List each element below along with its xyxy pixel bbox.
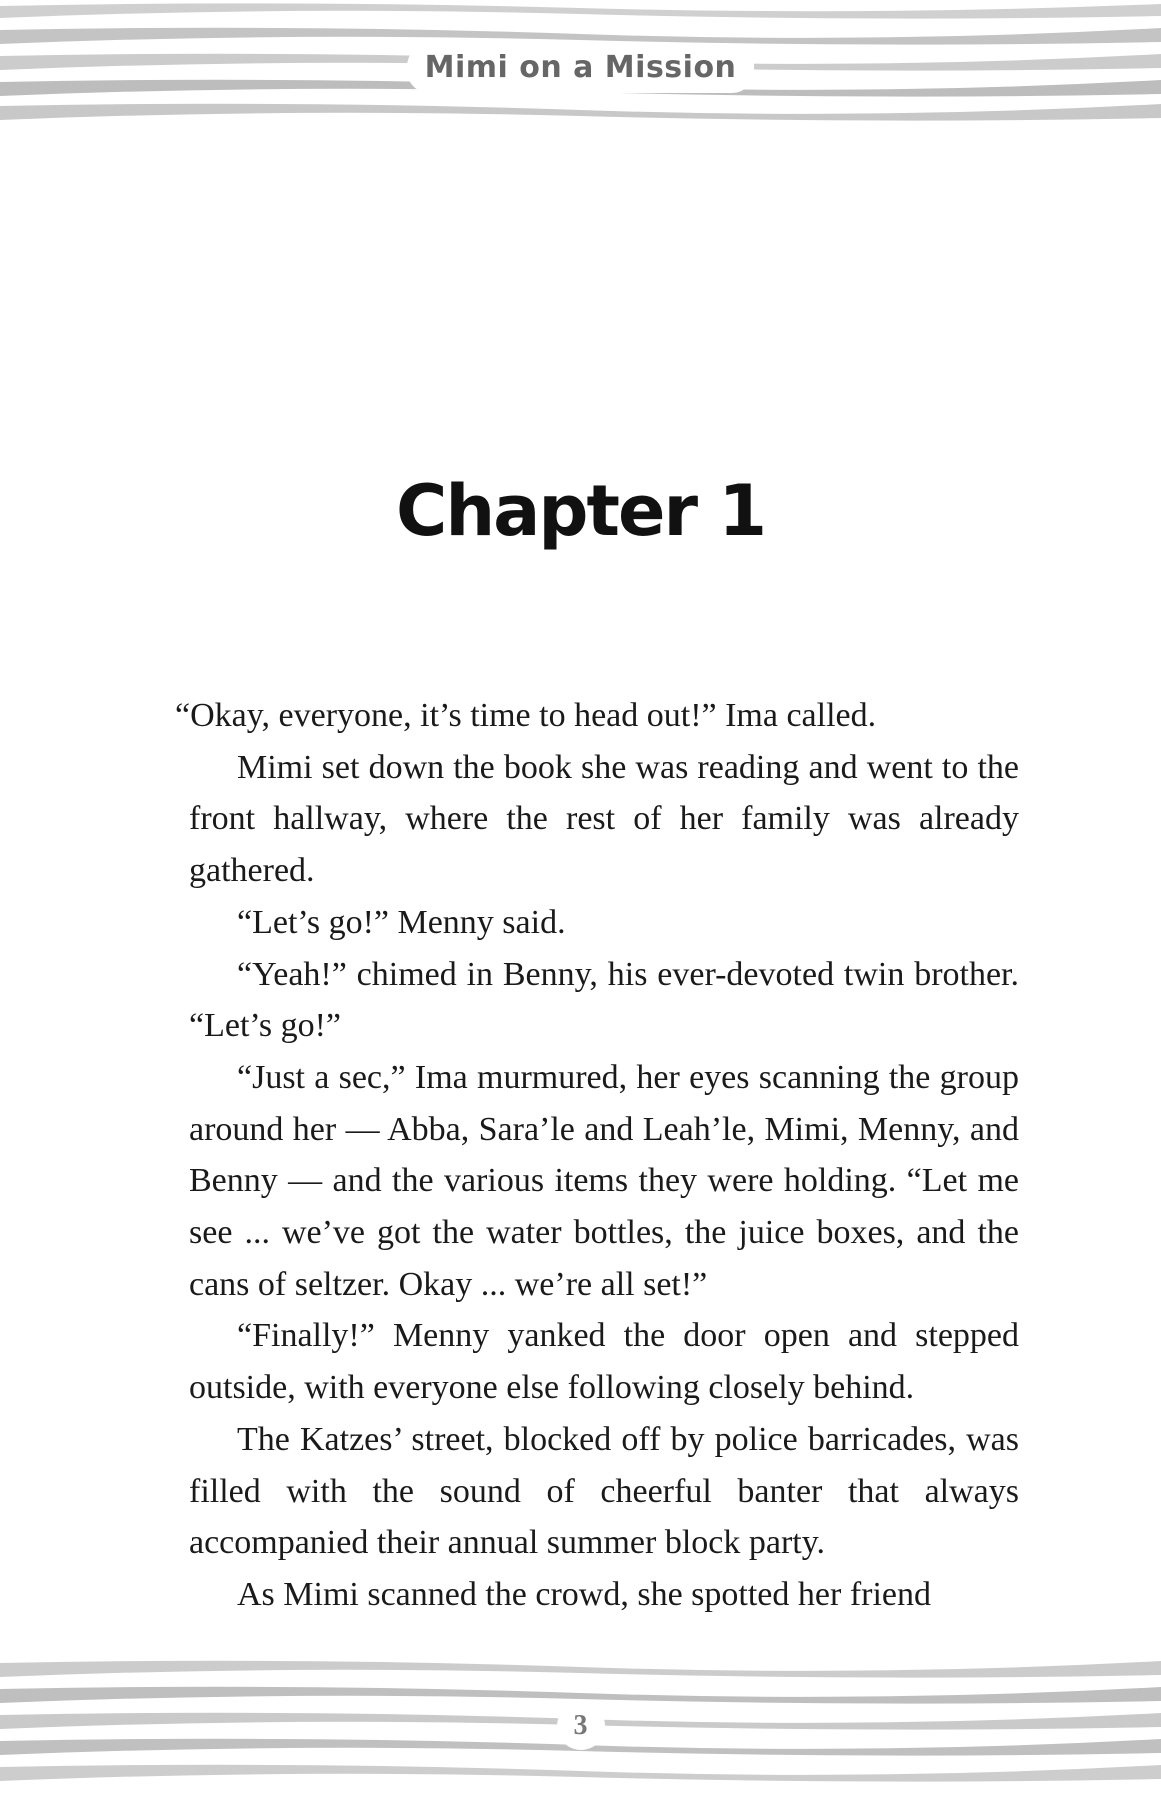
paragraph: “Okay, everyone, it’s time to head out!” Ima called. <box>175 697 877 734</box>
paragraph: “Just a sec,” Ima murmured, her eyes scanning the group around her — Abba, Sara’le and Leah’le, Mimi, Menny, and Benny — and the various items they were holding. “Let me see ... we’ve got the water bottles, the juice boxes, and the cans of seltzer. Okay ... we’re all set!” <box>189 1058 1019 1303</box>
paragraph: “Finally!” Menny yanked the door open and stepped outside, with everyone else following closely behind. <box>189 1317 1019 1407</box>
paragraph: The Katzes’ street, blocked off by police barricades, was filled with the sound of cheerful banter that always accompanied their annual summer block party. <box>189 1420 1019 1562</box>
paragraph: “Let’s go!” Menny said. <box>237 903 566 941</box>
body-text <box>175 690 1019 1621</box>
chapter-heading: Chapter 1 <box>395 470 766 552</box>
running-head-book-title: Mimi on a Mission <box>407 44 755 93</box>
paragraph: “Yeah!” chimed in Benny, his ever-devoted twin brother. “Let’s go!” <box>189 955 1019 1045</box>
paragraph: As Mimi scanned the crowd, she spotted her friend <box>237 1575 931 1613</box>
page-number: 3 <box>557 1702 605 1750</box>
paragraph: Mimi set down the book she was reading and went to the front hallway, where the rest of her family was already gathered. <box>189 748 1019 890</box>
